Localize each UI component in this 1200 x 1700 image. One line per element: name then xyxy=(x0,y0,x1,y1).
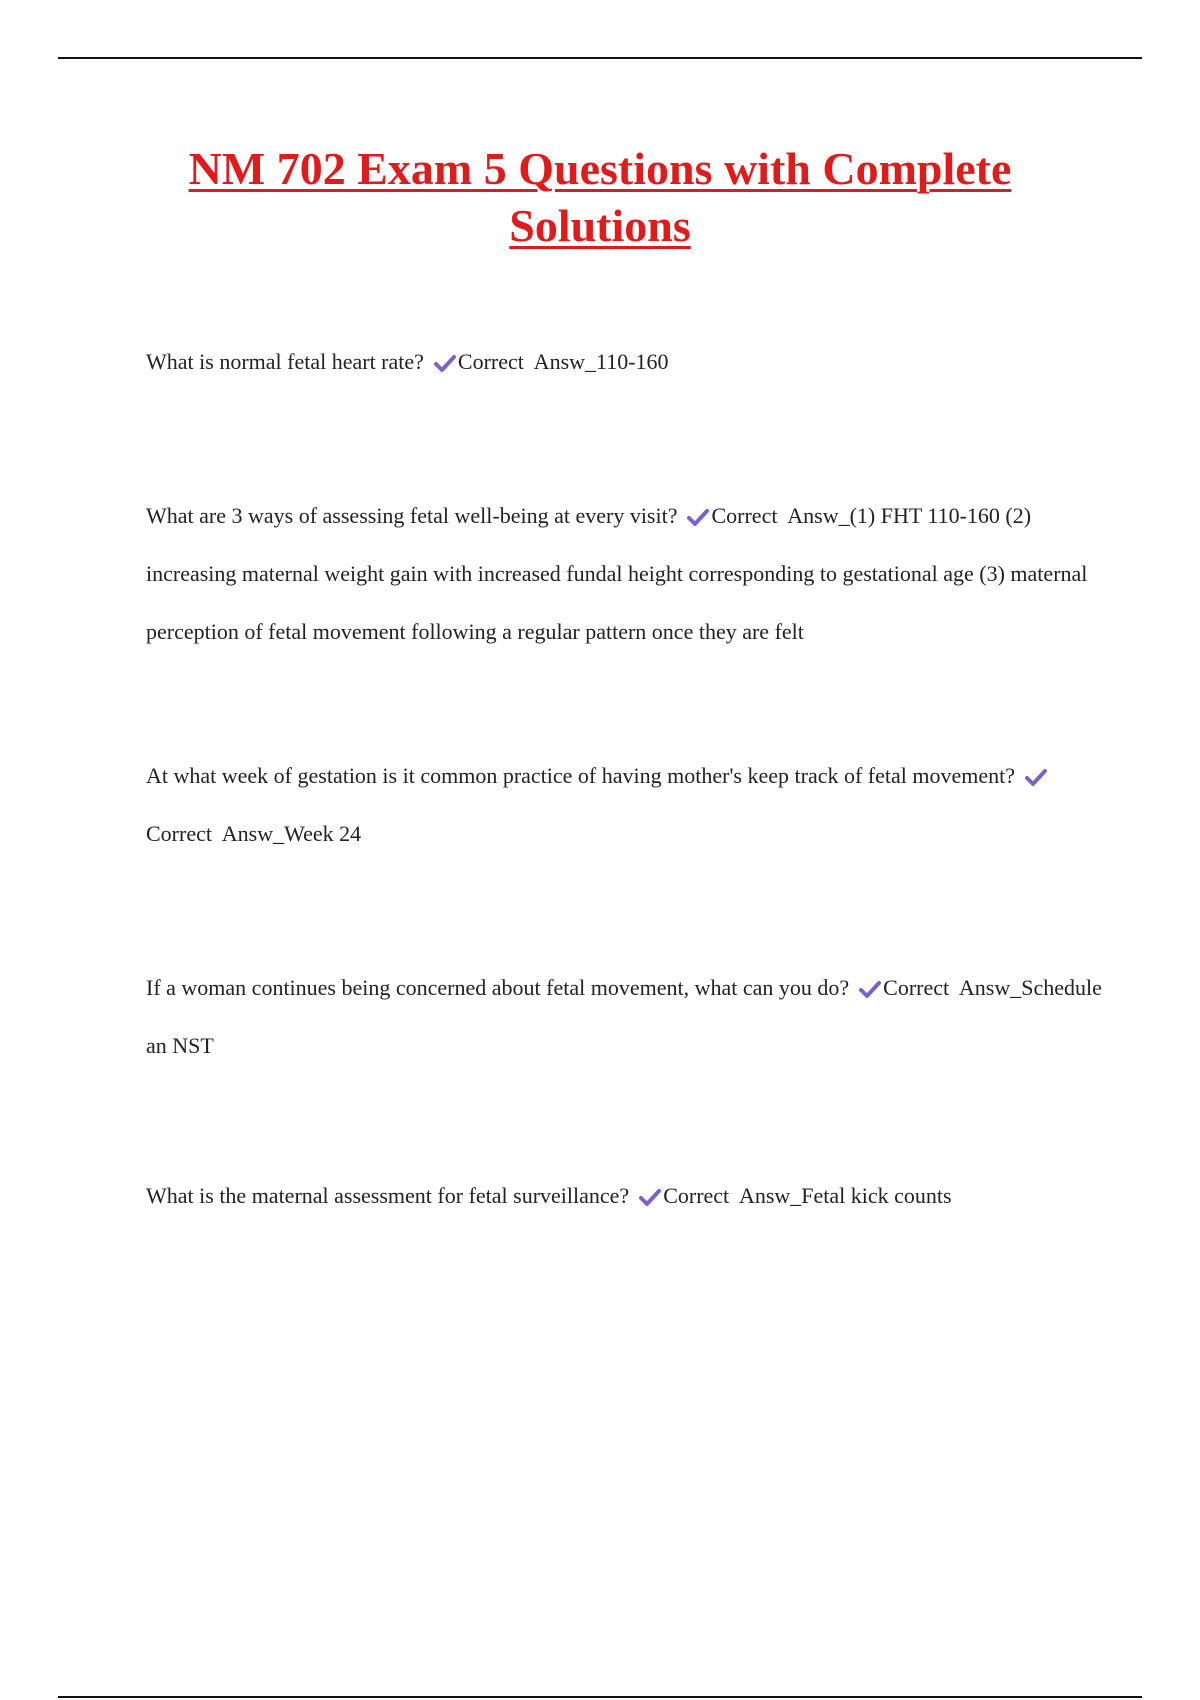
check-icon xyxy=(434,354,456,372)
answer-text: Week 24 xyxy=(284,821,362,846)
qa-item-4 xyxy=(146,959,1106,1075)
answer-text: (1) FHT 110-160 (2) increasing maternal weight gain with increased fundal height corresponding to gestational age (3) maternal perception of fetal movement following a regular pattern once they are felt xyxy=(146,503,1088,644)
answer-label: Correct Answ_ xyxy=(711,503,850,528)
question-text: What is the maternal assessment for fetal surveillance? xyxy=(146,1183,630,1208)
answer-text: Schedule an NST xyxy=(146,975,1102,1058)
page-title: NM 702 Exam 5 Questions with Complete Solutions xyxy=(188,143,1012,251)
bottom-rule xyxy=(58,1696,1142,1698)
check-icon xyxy=(639,1188,661,1206)
answer-label: Correct Answ_ xyxy=(457,349,597,374)
answer-text: Fetal kick counts xyxy=(801,1183,952,1208)
qa-item-2 xyxy=(146,487,1106,661)
answer-label: Correct Answ_ xyxy=(146,821,285,846)
check-icon xyxy=(859,980,881,998)
question-text: What is normal fetal heart rate? xyxy=(146,349,424,374)
qa-item-5 xyxy=(146,1167,1106,1225)
answer-label: Correct Answ_ xyxy=(663,1183,802,1208)
answer-label: Correct Answ_ xyxy=(883,975,1022,1000)
qa-item-3 xyxy=(146,747,1106,863)
qa-item-1 xyxy=(146,333,1106,391)
question-text: If a woman continues being concerned about fetal movement, what can you do? xyxy=(146,975,850,1000)
question-text: At what week of gestation is it common practice of having mother's keep track of fetal movement? xyxy=(146,763,1016,788)
top-rule xyxy=(58,57,1142,59)
check-icon xyxy=(687,508,709,526)
check-icon xyxy=(1025,768,1047,786)
question-text: What are 3 ways of assessing fetal well-being at every visit? xyxy=(146,503,678,528)
answer-text: 110-160 xyxy=(596,349,669,374)
